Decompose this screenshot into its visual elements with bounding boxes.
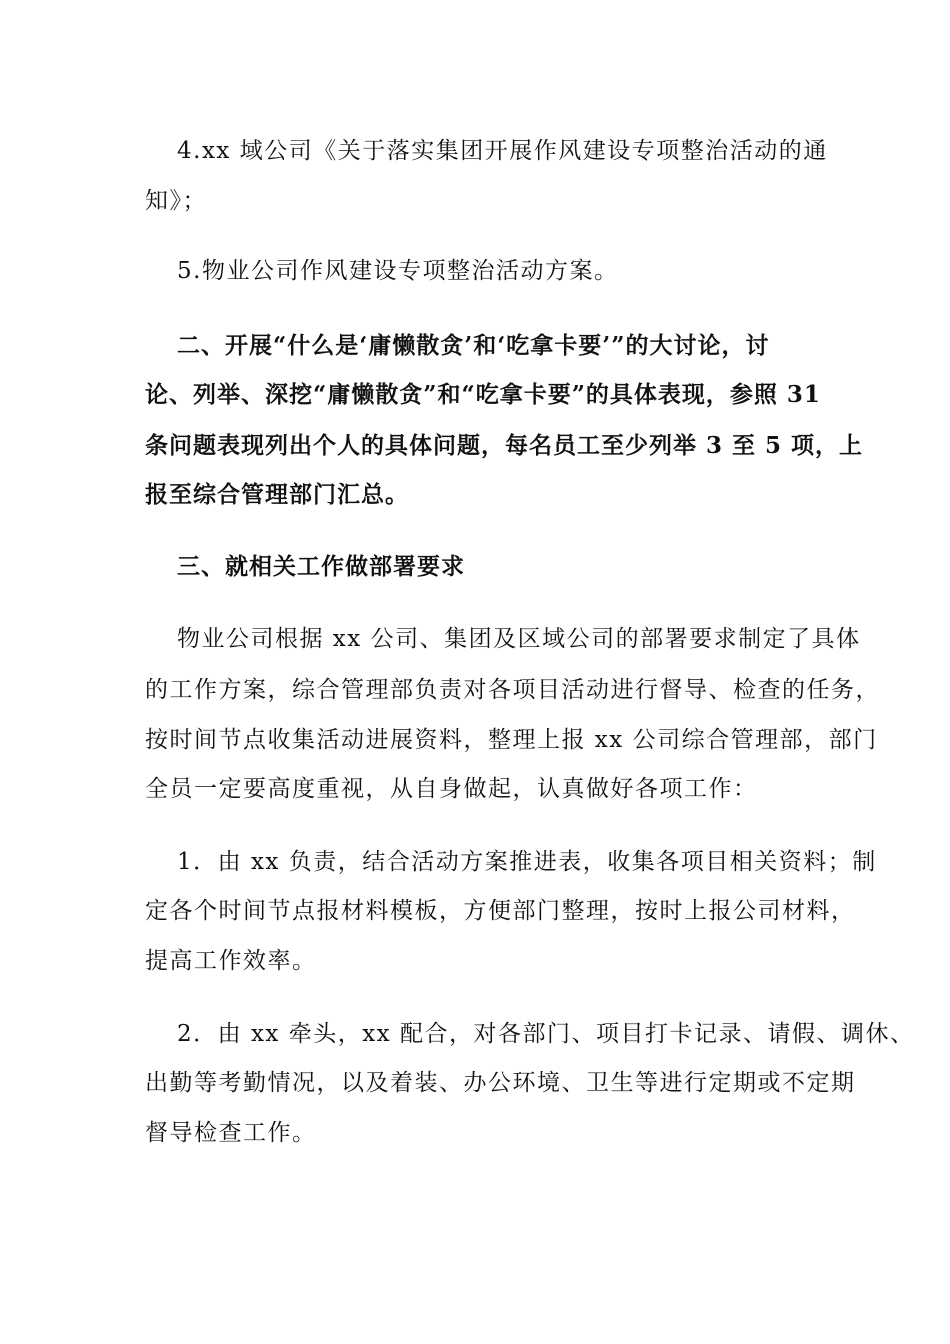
task-2-line-3: 督导检查工作。: [145, 1120, 317, 1146]
task-1-line-2: 定各个时间节点报材料模板，方便部门整理，按时上报公司材料，: [145, 898, 856, 924]
section-2-heading-line-1: 二、开展“什么是‘庸懒散贪’和‘吃拿卡要’”的大讨论，讨: [177, 332, 770, 359]
task-1-line-1: 1．由 xx 负责，结合活动方案推进表，收集各项目相关资料；制: [177, 849, 877, 875]
section-2-heading-line-2: 论、列举、深挖“庸懒散贪”和“吃拿卡要”的具体表现，参照 31: [145, 381, 821, 408]
ref-item-4-line-2: 知》；: [145, 188, 207, 214]
section-3-paragraph-line-2: 的工作方案，综合管理部负责对各项目活动进行督导、检查的任务，: [145, 677, 880, 703]
section-2-heading-line-3: 条问题表现列出个人的具体问题，每名员工至少列举 3 至 5 项，上: [145, 432, 864, 459]
ref-item-4-line-1: 4.xx 域公司《关于落实集团开展作风建设专项整治活动的通: [177, 138, 828, 164]
section-3-paragraph-line-3: 按时间节点收集活动进展资料，整理上报 xx 公司综合管理部，部门: [145, 727, 878, 753]
task-2-line-1: 2．由 xx 牵头，xx 配合，对各部门、项目打卡记录、请假、调休、: [177, 1021, 915, 1047]
section-3-heading: 三、就相关工作做部署要求: [177, 553, 465, 580]
section-3-paragraph-line-1: 物业公司根据 xx 公司、集团及区域公司的部署要求制定了具体: [177, 626, 861, 652]
ref-item-5: 5.物业公司作风建设专项整治活动方案。: [177, 258, 619, 284]
task-1-line-3: 提高工作效率。: [145, 948, 317, 974]
section-3-paragraph-line-4: 全员一定要高度重视，从自身做起，认真做好各项工作：: [145, 776, 758, 802]
task-2-line-2: 出勤等考勤情况，以及着装、办公环境、卫生等进行定期或不定期: [145, 1070, 856, 1096]
section-2-heading-line-4: 报至综合管理部门汇总。: [145, 481, 409, 508]
